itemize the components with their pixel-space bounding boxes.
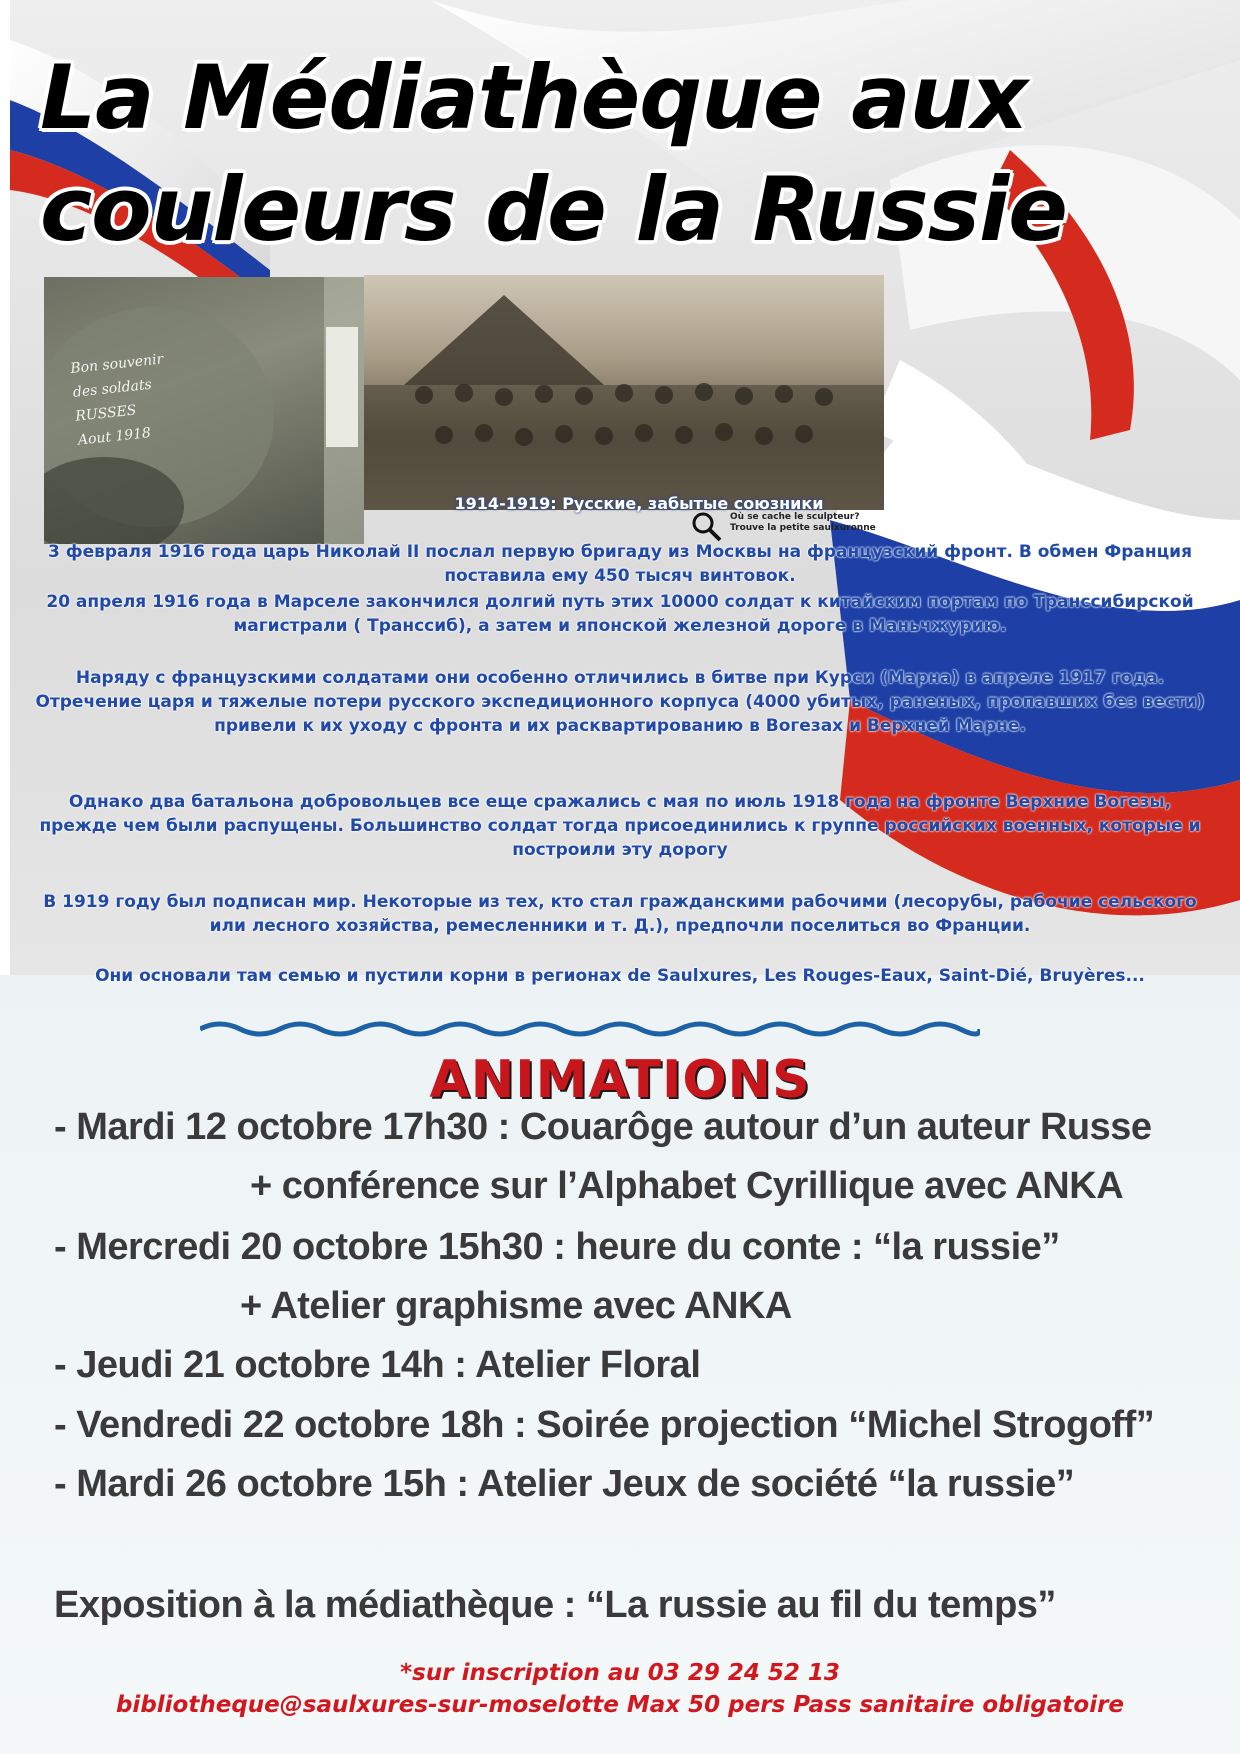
rock-memorial-photo — [44, 277, 364, 544]
event-item: - Jeudi 21 octobre 14h : Atelier Floral — [54, 1344, 701, 1386]
wave-divider — [200, 1015, 980, 1039]
sculptor-note — [730, 512, 876, 534]
history-paragraph-5: В 1919 году был подписан мир. Некоторые из тех, кто стал гражданскими рабочими (лесорубы, рабочие сельского или лесного хозяйства, ремесленники и т. Д.), предпочли поселиться во Франции. — [43, 892, 1197, 936]
page-title-line-2: couleurs de la Russie — [40, 158, 1067, 261]
rock-inscription — [69, 347, 172, 452]
page-title-line-1: La Médiathèque aux — [40, 46, 1028, 149]
registration-phone: *sur inscription au 03 29 24 52 13 — [400, 1660, 840, 1686]
event-item: - Mercredi 20 octobre 15h30 : heure du conte : “la russie” — [54, 1226, 1060, 1268]
history-paragraph-6: Они основали там семью и пустили корни в регионах de Saulxures, Les Rouges-Eaux, Saint-Dié, Bruyères... — [95, 966, 1145, 986]
animations-heading: ANIMATIONS — [429, 1050, 811, 1110]
rock-inscription-line: RUSSES — [74, 402, 138, 425]
sculptor-note-line-2: Trouve la petite saulxuronne — [730, 523, 876, 533]
contact-email-info: bibliotheque@saulxures-sur-moselotte Max 50 pers Pass sanitaire obligatoire — [115, 1692, 1125, 1718]
event-item: - Mardi 12 octobre 17h30 : Couarôge autour d’un auteur Russe — [54, 1106, 1152, 1148]
event-item: - Vendredi 22 octobre 18h : Soirée projection “Michel Strogoff” — [54, 1404, 1155, 1446]
history-paragraph-3: Наряду с французскими солдатами они особенно отличились в битве при Курси (Марна) в апреле 1917 года. Отречение царя и тяжелые потери русского экспедиционного корпуса (4000 убитых, раненых, пропавших без вести) привели к их уходу с фронта и их расквартированию в Вогезах и Верхней Марне. — [35, 668, 1205, 736]
history-paragraph-2: 20 апреля 1916 года в Марселе закончился долгий путь этих 10000 солдат к китайским портам по Транссибирской магистрали ( Транссиб), а затем и японской железной дороге в Маньчжурию. — [46, 592, 1194, 636]
event-item-detail: + conférence sur l’Alphabet Cyrillique avec ANKA — [250, 1165, 1124, 1207]
rock-inscription-line: des soldats — [72, 376, 153, 401]
exposition-line: Exposition à la médiathèque : “La russie au fil du temps” — [54, 1584, 1056, 1626]
history-paragraph-1: 3 февраля 1916 года царь Николай II послал первую бригаду из Москвы на французский фронт. В обмен Франция поставила ему 450 тысяч винтовок. — [47, 542, 1193, 586]
event-item: - Mardi 26 octobre 15h : Atelier Jeux de société “la russie” — [54, 1463, 1075, 1505]
history-paragraph-4: Однако два батальона добровольцев все еще сражались с мая по июль 1918 года на фронте Верхние Вогезы, прежде чем были распущены. Большинство солдат тогда присоединились к группе российских военных, которые и построили эту дорогу — [39, 792, 1201, 860]
soldiers-photo-shapes — [364, 275, 884, 510]
photo-caption: 1914-1919: Русские, забытые союзники — [454, 494, 824, 513]
sculptor-note-line-1: Où se cache le sculpteur? — [730, 512, 860, 522]
magnifier-icon — [690, 510, 724, 542]
event-item-detail: + Atelier graphisme avec ANKA — [240, 1285, 792, 1327]
rock-inscription-line: Aout 1918 — [77, 425, 152, 449]
russian-soldiers-group-photo — [364, 275, 884, 510]
rock-inscription-line: Bon souvenir — [69, 351, 165, 378]
